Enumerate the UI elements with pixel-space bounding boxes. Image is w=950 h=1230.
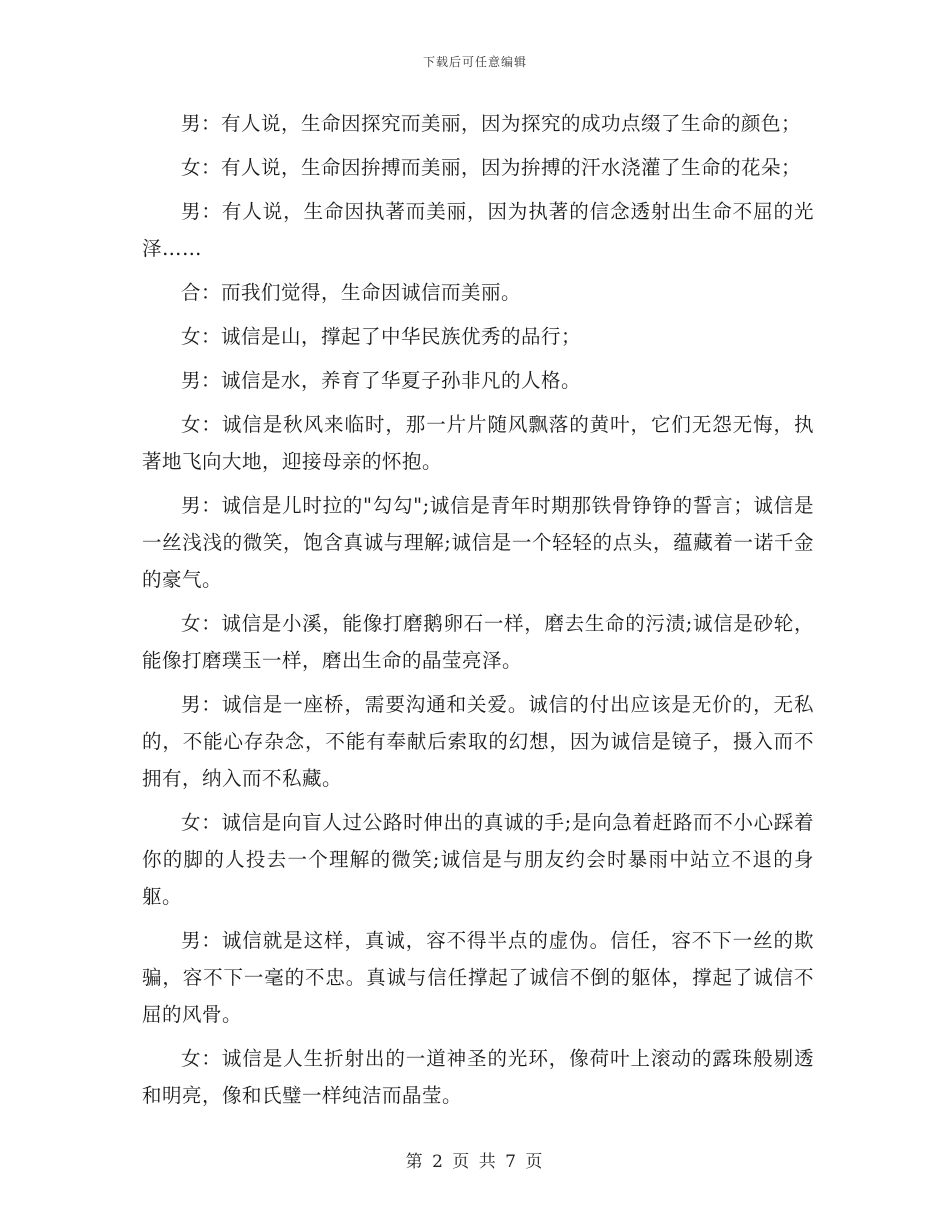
paragraph: 女：有人说，生命因拚搏而美丽，因为拚搏的汗水浇灌了生命的花朵； (181, 156, 802, 179)
paragraph: 合：而我们觉得，生命因诚信而美丽。 (181, 281, 522, 304)
paragraph: 女：诚信是小溪，能像打磨鹅卵石一样，磨去生命的污渍;诚信是砂轮，能像打磨璞玉一样，磨出生命的晶莹亮泽。 (142, 612, 814, 672)
page-number-footer: 第 2 页 共 7 页 (405, 1152, 545, 1172)
paragraph: 男：诚信是一座桥，需要沟通和关爱。诚信的付出应该是无价的，无私的，不能心存杂念，不能有奉献后索取的幻想，因为诚信是镜子，摄入而不拥有，纳入而不私藏。 (142, 693, 814, 790)
page-header: 下载后可任意编辑 (422, 55, 527, 69)
paragraph: 女：诚信是向盲人过公路时伸出的真诚的手;是向急着赶路而不小心踩着你的脚的人投去一个理解的微笑;诚信是与朋友约会时暴雨中站立不退的身躯。 (142, 811, 814, 908)
paragraph: 男：诚信是儿时拉的"勾勾";诚信是青年时期那铁骨铮铮的誓言；诚信是一丝浅浅的微笑，饱含真诚与理解;诚信是一个轻轻的点头，蕴藏着一诺千金的豪气。 (142, 494, 814, 591)
paragraph: 男：有人说，生命因探究而美丽，因为探究的成功点缀了生命的颜色； (181, 112, 802, 135)
paragraph: 女：诚信是秋风来临时，那一片片随风飘落的黄叶，它们无怨无悔，执著地飞向大地，迎接母亲的怀抱。 (142, 413, 814, 473)
document-body (142, 105, 814, 1121)
paragraph: 男：有人说，生命因执著而美丽，因为执著的信念透射出生命不屈的光泽…… (142, 200, 814, 260)
paragraph: 男：诚信就是这样，真诚，容不得半点的虚伪。信任，容不下一丝的欺骗，容不下一毫的不忠。真诚与信任撑起了诚信不倒的躯体，撑起了诚信不屈的风骨。 (142, 929, 814, 1026)
paragraph: 男：诚信是水，养育了华夏子孙非凡的人格。 (181, 369, 582, 392)
paragraph: 女：诚信是人生折射出的一道神圣的光环，像荷叶上滚动的露珠般剔透和明亮，像和氏璧一样纯洁而晶莹。 (142, 1047, 814, 1107)
paragraph: 女：诚信是山，撑起了中华民族优秀的品行； (181, 325, 582, 348)
